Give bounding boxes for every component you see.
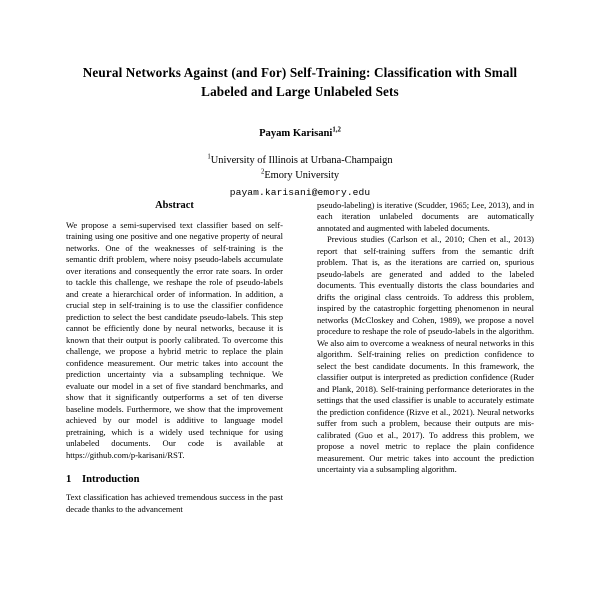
author-name-text: Payam Karisani xyxy=(259,128,333,140)
affiliation-name-2: Emory University xyxy=(264,170,340,181)
two-column-body xyxy=(0,200,600,600)
author-email: payam.karisani@emory.edu xyxy=(229,186,371,198)
section-title: Introduction xyxy=(82,474,140,486)
affiliation-item-2 xyxy=(62,169,538,184)
author-affiliation-marks: 1,2 xyxy=(332,126,341,134)
author-name xyxy=(62,127,538,141)
abstract-heading: Abstract xyxy=(155,200,194,211)
section-heading-introduction xyxy=(66,474,283,485)
section-number: 1 xyxy=(66,474,72,486)
title-block xyxy=(0,64,600,199)
column-right xyxy=(317,200,534,600)
affiliation-item-1 xyxy=(62,154,538,169)
page-title: Neural Networks Against (and For) Self-Training: Classification with Small Labeled and Large Unlabeled Sets xyxy=(82,65,518,99)
right-column-paragraph-1: pseudo-labeling) is iterative (Scudder, 1965; Lee, 2013), and in each iteration unlabeled documents are automatically annotated and augmented with labeled documents. xyxy=(317,200,534,233)
author-block xyxy=(62,127,538,199)
affiliation-mark-1: 1 xyxy=(207,153,211,161)
abstract-paragraph: We propose a semi-supervised text classifier based on self-training using one positive and one negative property of neural networks. One of the weaknesses of self-training is the semantic drift problem, where noisy pseudo-labels accumulate over iterations and consequently the error rate soars. In order to tackle this challenge, we reshape the role of pseudo-labels and create a hierarchical order of information. In addition, a crucial step in self-training is to use the classifier confidence prediction to select the best candidate pseudo-labels. This step cannot be efficiently done by neural networks, because it is known that their output is poorly calibrated. To overcome this challenge, we propose a hybrid metric to replace the plain confidence measurement. Our metric takes into account the prediction uncertainty via a subsampling technique. We evaluate our model in a set of five standard benchmarks, and show that it significantly outperforms a set of ten diverse baseline models. Furthermore, we show that the improvement achieved by our model is additive to language model pretraining, which is a widely used technique for using unlabeled documents. Our code is available at https://github.com/p-karisani/RST. xyxy=(66,220,283,460)
affiliation-name-1: University of Illinois at Urbana-Champaign xyxy=(210,155,393,167)
affiliation-mark-2: 2 xyxy=(260,168,265,176)
right-column-paragraph-2: Previous studies (Carlson et al., 2010; Chen et al., 2013) report that self-training suffers from the semantic drift problem. That is, as the iterations are carried on, spurious pseudo-labels are generated and added to the labeled documents. This eventually distorts the class boundaries and drifts the original class centroids. To address this problem, inspired by the catastrophic forgetting phenomenon in neural networks (McCloskey and Cohen, 1989), we propose a novel procedure to reshape the role of pseudo-labels in the algorithm. We also aim to overcome a weakness of neural networks in this algorithm. Self-training relies on prediction confidence to select the best candidate documents. In this framework, the classifier output is interpreted as prediction confidence (Ruder and Plank, 2018). Self-training performance deteriorates in the settings that the used classifier is unable to accurately estimate the prediction confidence (Rizve et al., 2021). Neural networks suffer from such a problem, because their outputs are mis-calibrated (Guo et al., 2017). To address this problem, we propose a novel metric to replace the plain confidence measurement. Our metric takes into account the prediction uncertainty via a subsampling algorithm. xyxy=(317,234,534,475)
column-left xyxy=(66,200,283,600)
affiliation-list xyxy=(62,154,538,199)
introduction-paragraph: Text classification has achieved tremendous success in the past decade thanks to the advancement xyxy=(66,492,283,514)
